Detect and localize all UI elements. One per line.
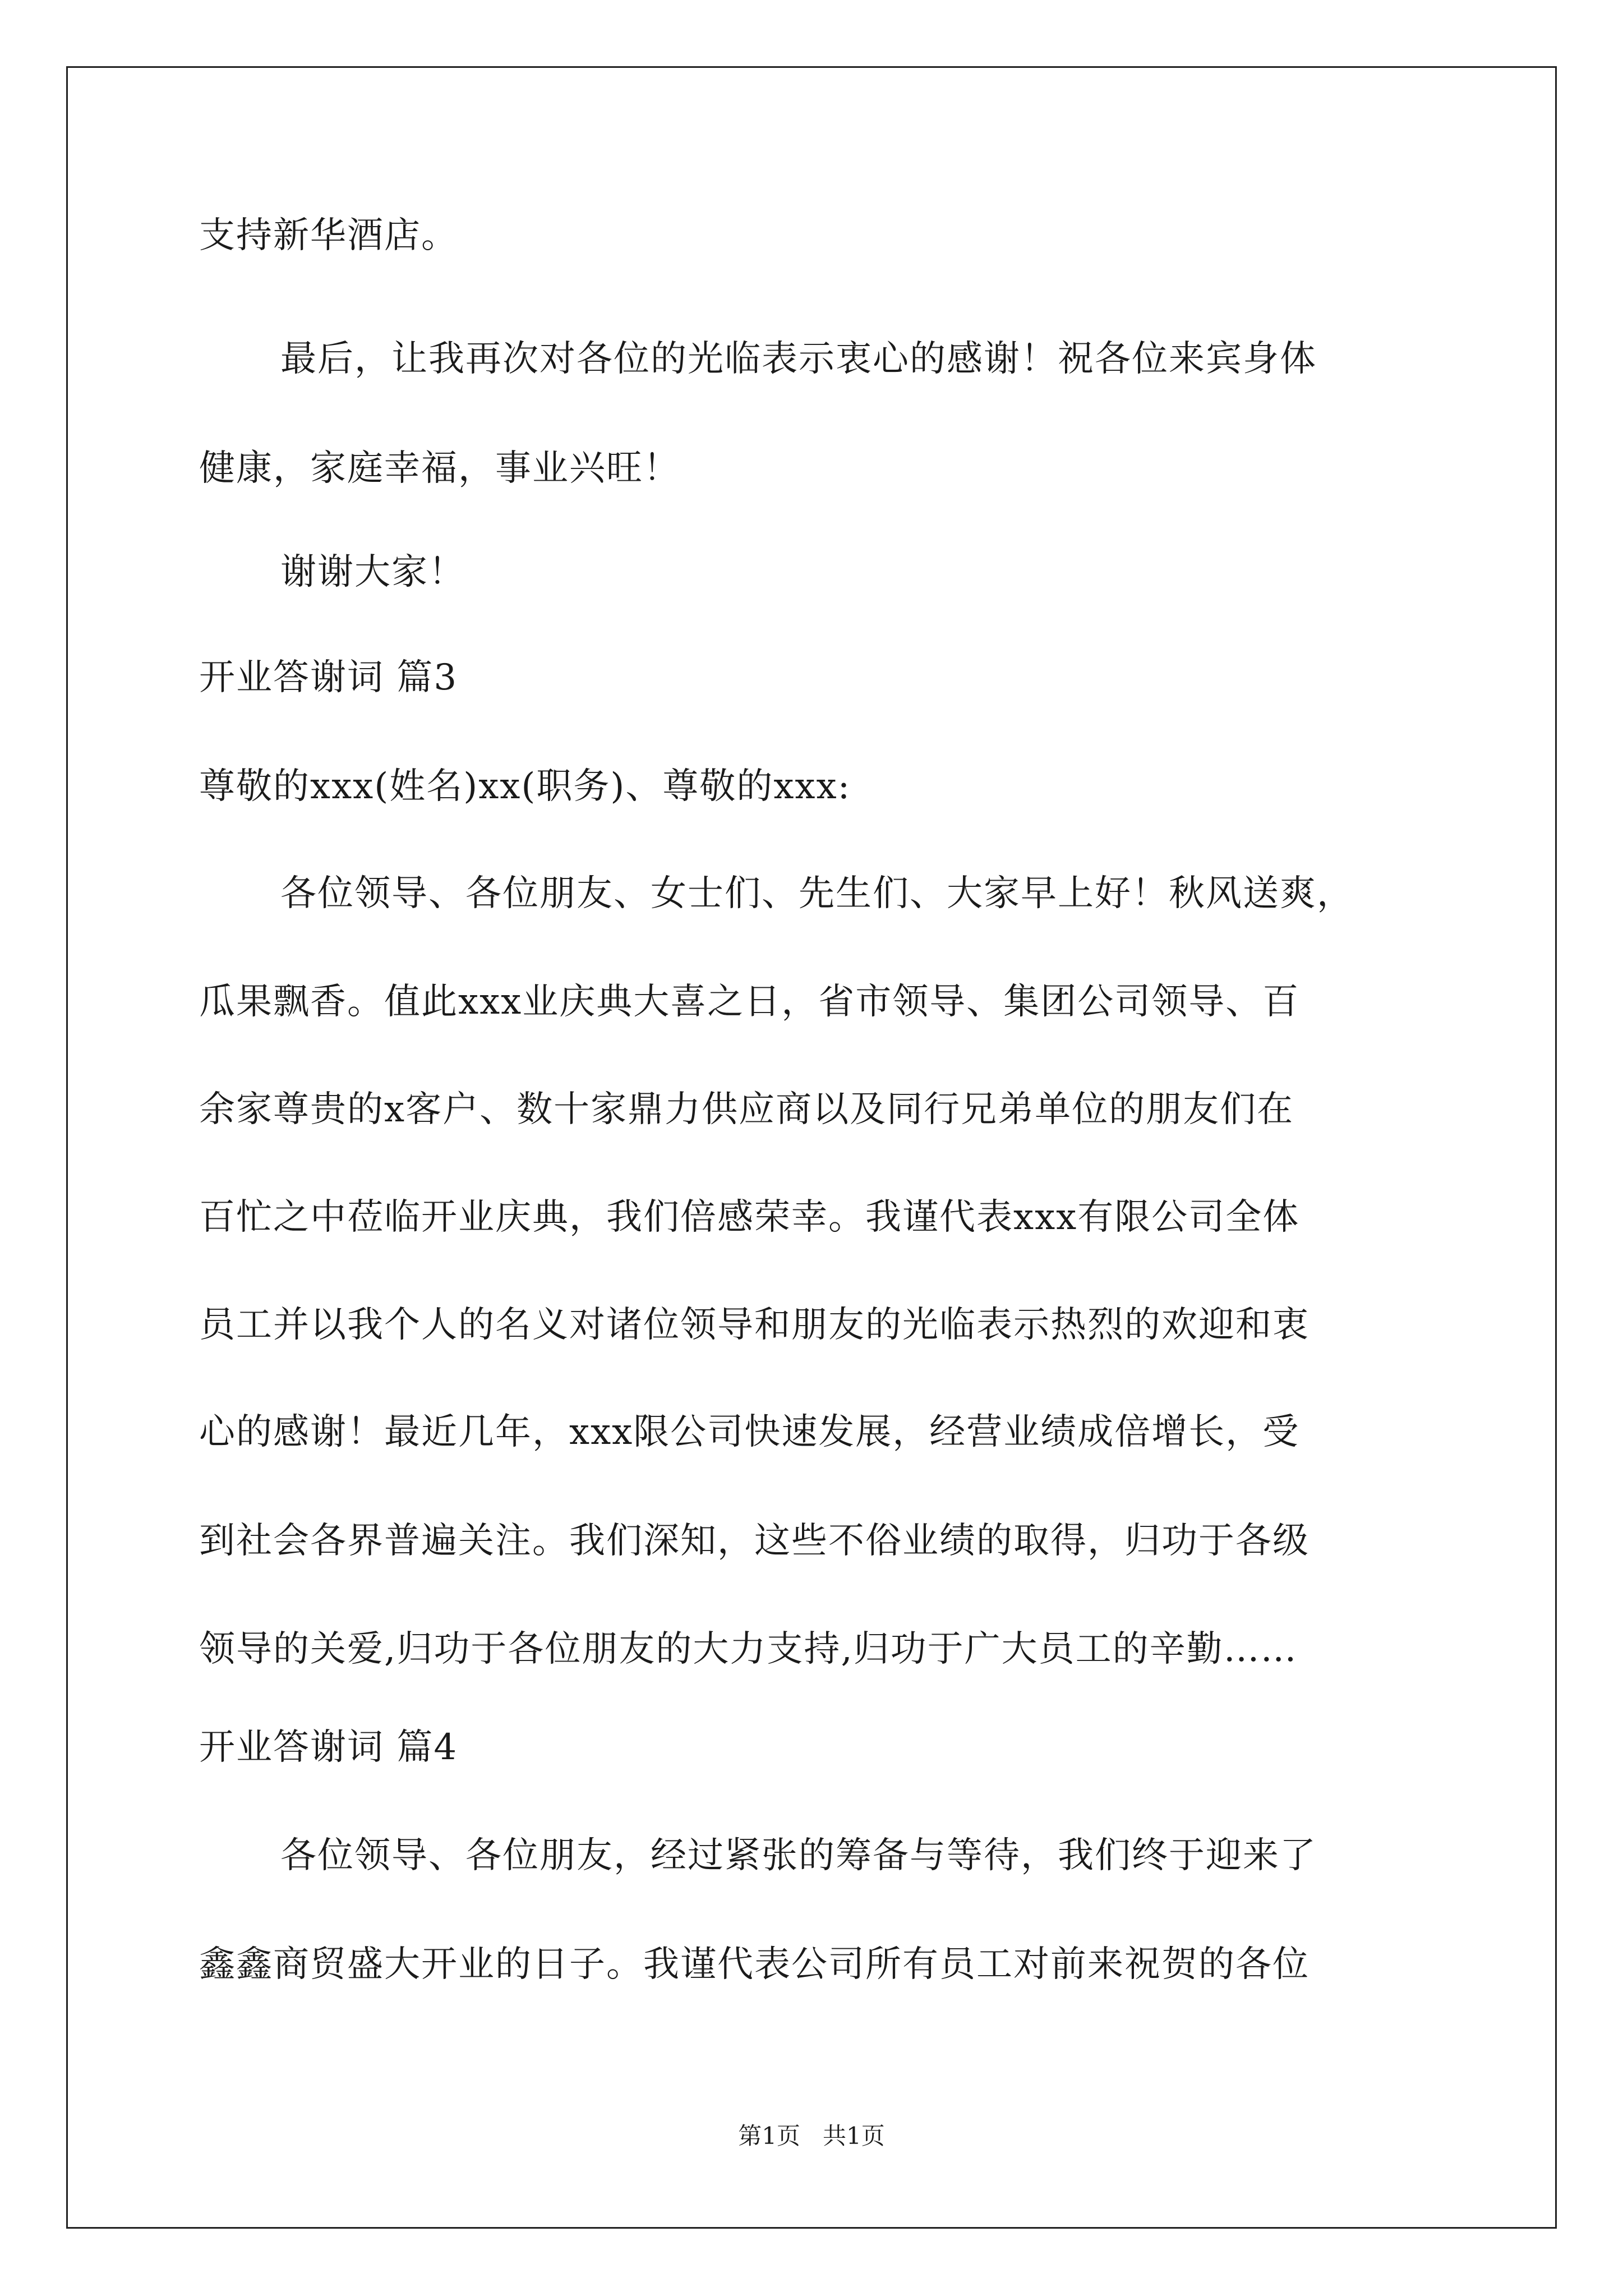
text-line: 支持新华酒店。 [199, 215, 458, 256]
text-line: 各位领导、各位朋友，经过紧张的筹备与等待，我们终于迎来了 [280, 1835, 1317, 1876]
page-number: 第1页 共1页 [738, 2122, 885, 2150]
text-line: 员工并以我个人的名义对诸位领导和朋友的光临表示热烈的欢迎和衷 [199, 1304, 1310, 1346]
text-line: 各位领导、各位朋友、女士们、先生们、大家早上好！秋风送爽， [280, 873, 1354, 914]
section-heading: 开业答谢词 篇3 [199, 657, 458, 698]
text-line: 谢谢大家！ [280, 551, 465, 593]
text-line: 领导的关爱,归功于各位朋友的大力支持,归功于广大员工的辛勤…… [199, 1628, 1298, 1670]
text-line: 瓜果飘香。值此xxx业庆典大喜之日，省市领导、集团公司领导、百 [199, 981, 1300, 1023]
section-heading: 开业答谢词 篇4 [199, 1727, 458, 1768]
text-line: 健康，家庭幸福，事业兴旺！ [199, 448, 680, 489]
text-line: 最后，让我再次对各位的光临表示衷心的感谢！祝各位来宾身体 [280, 338, 1317, 380]
text-line: 余家尊贵的x客户、数十家鼎力供应商以及同行兄弟单位的朋友们在 [199, 1089, 1294, 1130]
salutation: 尊敬的xxx(姓名)xx(职务)、尊敬的xxx: [199, 766, 851, 807]
page-border [66, 66, 1557, 2229]
text-line: 心的感谢！最近几年，xxx限公司快速发展，经营业绩成倍增长，受 [199, 1411, 1300, 1453]
text-line: 鑫鑫商贸盛大开业的日子。我谨代表公司所有员工对前来祝贺的各位 [199, 1944, 1310, 1985]
text-line: 百忙之中莅临开业庆典，我们倍感荣幸。我谨代表xxx有限公司全体 [199, 1197, 1300, 1238]
text-line: 到社会各界普遍关注。我们深知，这些不俗业绩的取得，归功于各级 [199, 1520, 1310, 1562]
